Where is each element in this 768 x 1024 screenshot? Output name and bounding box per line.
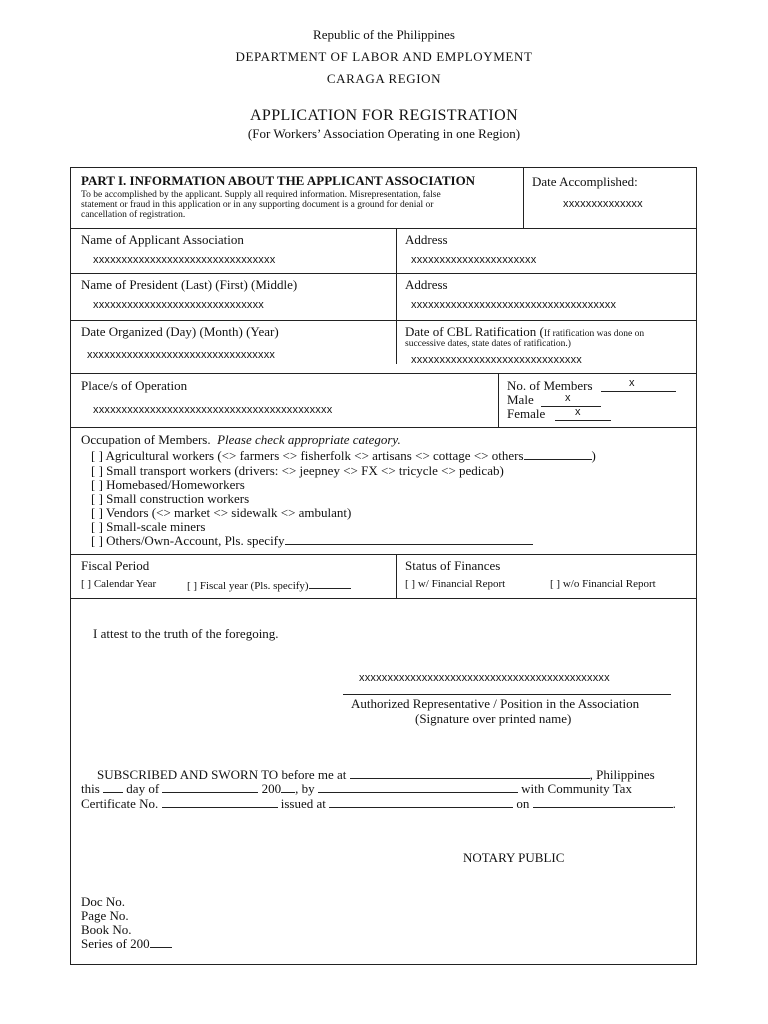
association-name-label: Name of Applicant Association <box>81 232 244 247</box>
president-name-label: Name of President (Last) (First) (Middle) <box>81 277 298 292</box>
header-department: DEPARTMENT OF LABOR AND EMPLOYMENT <box>235 49 533 64</box>
date-accomplished-label: Date Accomplished: <box>532 174 638 189</box>
header-republic: Republic of the Philippines <box>313 27 455 42</box>
occupation-construction[interactable]: [ ] Small construction workers <box>91 491 250 506</box>
occupation-transport[interactable]: [ ] Small transport workers (drivers: <> jeepney <> FX <> tricycle <> pedicab) <box>91 463 504 478</box>
cbl-ratification-note: successive dates, state dates of ratification.) <box>405 339 571 349</box>
doc-no-label: Doc No. <box>81 894 126 909</box>
signature-label: Authorized Representative / Position in the Association <box>351 696 640 711</box>
form-subtitle: (For Workers’ Association Operating in one Region) <box>247 126 521 141</box>
members-count-label: No. of Members <box>507 378 593 393</box>
occupation-agricultural[interactable]: [ ] Agricultural workers (<> farmers <> fisherfolk <> artisans <> cottage <> others ) <box>91 448 596 463</box>
male-label: Male <box>507 392 534 407</box>
occupation-vendors[interactable]: [ ] Vendors (<> market <> sidewalk <> ambulant) <box>91 505 352 520</box>
part1-instruction-3: cancellation of registration. <box>81 210 186 220</box>
divider <box>396 554 397 598</box>
female-value: x <box>575 406 581 418</box>
occupation-heading: Occupation of Members. Please check appropriate category. <box>81 432 401 447</box>
row-divider <box>71 554 696 555</box>
series-label: Series of 200 <box>81 936 172 952</box>
application-form <box>70 167 697 965</box>
fiscal-calendar-option[interactable]: [ ] Calendar Year <box>81 578 157 590</box>
places-of-operation-value[interactable]: xxxxxxxxxxxxxxxxxxxxxxxxxxxxxxxxxxxxxxxxxx <box>93 404 333 416</box>
president-address-value[interactable]: xxxxxxxxxxxxxxxxxxxxxxxxxxxxxxxxxxxx <box>411 299 617 311</box>
page-no-label: Page No. <box>81 908 129 923</box>
signature-caption: (Signature over printed name) <box>415 711 572 726</box>
row-divider <box>71 373 696 374</box>
row-divider <box>71 320 696 321</box>
signature-value[interactable]: xxxxxxxxxxxxxxxxxxxxxxxxxxxxxxxxxxxxxxxxxxxx <box>359 672 610 684</box>
cbl-ratification-label: Date of CBL Ratification (If ratification was done on <box>405 324 645 339</box>
header-region: CARAGA REGION <box>326 71 442 86</box>
female-line[interactable] <box>555 406 611 421</box>
book-no-label: Book No. <box>81 922 132 937</box>
cbl-ratification-value[interactable]: xxxxxxxxxxxxxxxxxxxxxxxxxxxxxx <box>411 354 582 366</box>
members-count-line[interactable] <box>601 377 676 392</box>
association-name-value[interactable]: xxxxxxxxxxxxxxxxxxxxxxxxxxxxxxxx <box>93 254 276 266</box>
sworn-line-2: this day of 200 , by with Community Tax <box>81 781 632 796</box>
row-divider <box>71 273 696 274</box>
date-accomplished-value[interactable]: xxxxxxxxxxxxxx <box>563 198 643 210</box>
members-count-value: x <box>629 377 635 389</box>
notary-public-label: NOTARY PUBLIC <box>463 850 565 865</box>
divider <box>523 168 524 228</box>
row-divider <box>71 598 696 599</box>
part1-instruction-2: statement or fraud in this application or in any supporting document is a ground for denial or <box>81 200 434 210</box>
status-without-report-option[interactable]: [ ] w/o Financial Report <box>550 578 656 590</box>
occupation-miners[interactable]: [ ] Small-scale miners <box>91 519 206 534</box>
date-organized-value[interactable]: xxxxxxxxxxxxxxxxxxxxxxxxxxxxxxxxx <box>87 349 276 361</box>
sworn-line-1: SUBSCRIBED AND SWORN TO before me at , Philippines <box>97 767 655 782</box>
association-address-label: Address <box>405 232 448 247</box>
occupation-others[interactable]: [ ] Others/Own-Account, Pls. specify <box>91 533 533 549</box>
female-label: Female <box>507 406 546 421</box>
status-finances-label: Status of Finances <box>405 558 501 573</box>
association-address-value[interactable]: xxxxxxxxxxxxxxxxxxxxxx <box>411 254 537 266</box>
row-divider <box>71 427 696 428</box>
president-address-label: Address <box>405 277 448 292</box>
places-of-operation-label: Place/s of Operation <box>81 378 188 393</box>
part1-instruction-1: To be accomplished by the applicant. Supply all required information. Misrepresentation, false <box>81 190 441 200</box>
form-title: APPLICATION FOR REGISTRATION <box>249 107 519 124</box>
part1-heading: PART I. INFORMATION ABOUT THE APPLICANT ASSOCIATION <box>81 173 476 188</box>
divider <box>396 228 397 364</box>
status-with-report-option[interactable]: [ ] w/ Financial Report <box>405 578 506 590</box>
row-divider <box>71 228 696 229</box>
date-organized-label: Date Organized (Day) (Month) (Year) <box>81 324 279 339</box>
president-name-value[interactable]: xxxxxxxxxxxxxxxxxxxxxxxxxxxxxx <box>93 299 264 311</box>
male-value: x <box>565 392 571 404</box>
fiscal-year-option[interactable]: [ ] Fiscal year (Pls. specify) <box>187 578 351 592</box>
sworn-line-3: Certificate No. issued at on . <box>81 796 676 811</box>
signature-line <box>343 694 671 695</box>
male-line[interactable] <box>541 392 601 407</box>
divider <box>498 373 499 427</box>
occupation-homebased[interactable]: [ ] Homebased/Homeworkers <box>91 477 245 492</box>
attest-statement: I attest to the truth of the foregoing. <box>93 626 279 641</box>
fiscal-period-label: Fiscal Period <box>81 558 150 573</box>
